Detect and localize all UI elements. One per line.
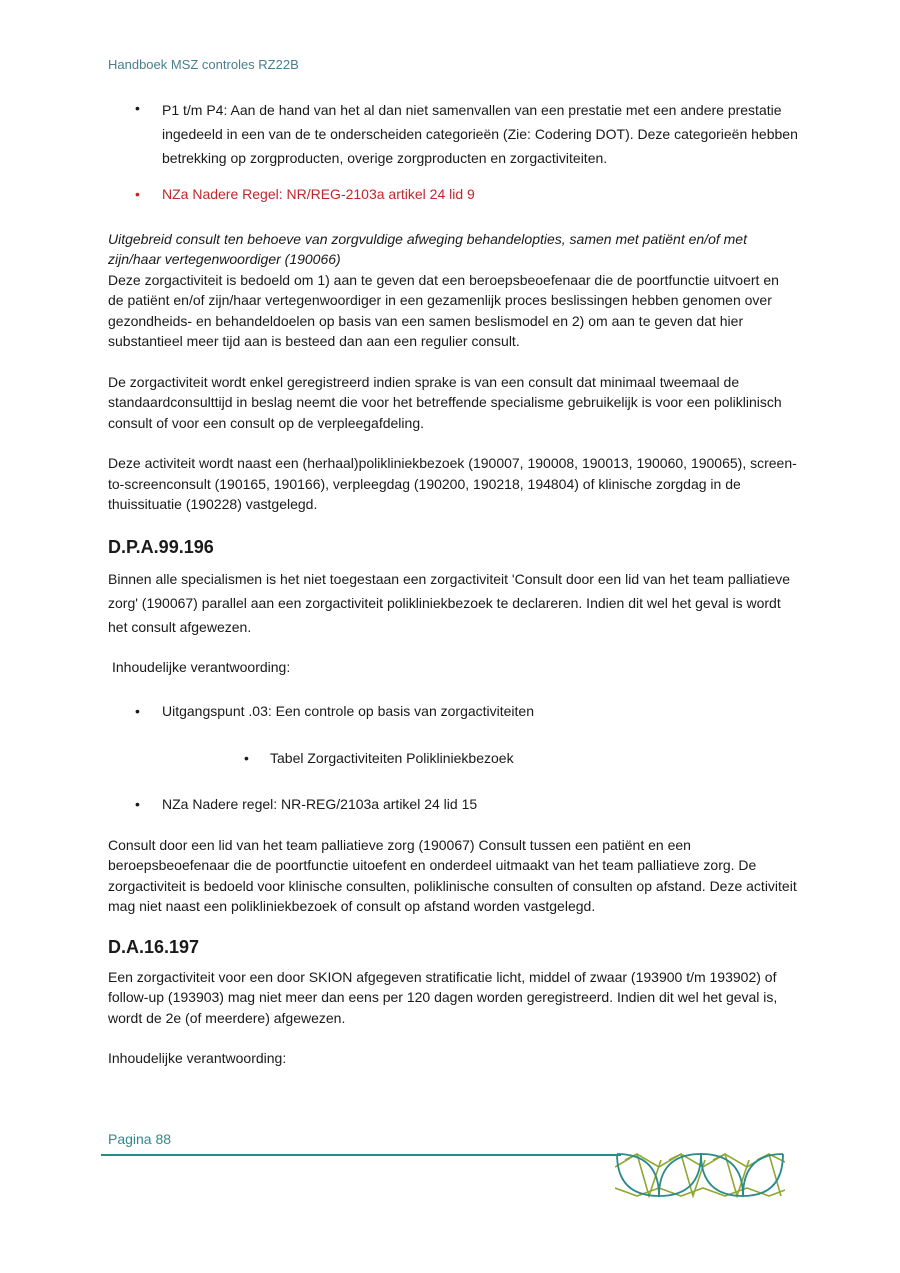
running-header: Handboek MSZ controles RZ22B — [108, 57, 299, 72]
bullet-icon: • — [135, 100, 140, 116]
paragraph: De zorgactiviteit wordt enkel geregistreerd indien sprake is van een consult dat minimaal tweemaal de standaardconsulttijd in beslag neemt die voor het betreffende specialisme gebruikelijk is voor een poliklinisch consult of voor een consult op de verpleegafdeling. — [108, 373, 782, 431]
paragraph: Binnen alle specialismen is het niet toegestaan een zorgactiviteit 'Consult door een lid van het team palliatieve zorg' (190067) parallel aan een zorgactiviteit polikliniekbezoek te declareren. Indien dit wel het geval is wordt het consult afgewezen. — [108, 570, 791, 635]
paragraph: Deze activiteit wordt naast een (herhaal)polikliniekbezoek (190007, 190008, 190013, 190060, 190065), screen-to-screenconsult (190165, 190166), verpleegdag (190200, 190218, 194804) of klinische zorgdag in de thuissituatie (190228) vastgelegd. — [108, 455, 797, 512]
subsection-title: Uitgebreid consult ten behoeve van zorgvuldige afweging behandelopties, samen met patiënt en/of met zijn/haar vertegenwoordiger (190066) — [108, 230, 747, 267]
footer-rule — [101, 1154, 621, 1156]
page-content — [108, 96, 798, 1069]
bullet-item — [108, 794, 798, 815]
bullet-item-regulation — [108, 184, 798, 205]
bullet-text: Tabel Zorgactiviteiten Polikliniekbezoek — [270, 749, 514, 766]
paragraph: Deze zorgactiviteit is bedoeld om 1) aan te geven dat een beroepsbeoefenaar die de poortfunctie uitvoert en de patiënt en/of zijn/haar vertegenwoordiger in een gezamenlijk proces beslissingen hebben genomen over gezondheids- en behandeldoelen op basis van een samen beslismodel en 2) om aan te geven dat hier substantieel meer tijd aan is besteed dan aan een regulier consult. — [108, 271, 779, 349]
bullet-text: Uitgangspunt .03: Een controle op basis van zorgactiviteiten — [162, 703, 535, 719]
bullet-icon: • — [135, 796, 140, 812]
decorative-pattern-icon — [615, 1152, 785, 1198]
bullet-item — [108, 701, 798, 722]
bullet-text: NZa Nadere Regel: NR/REG-2103a artikel 24 lid 9 — [162, 186, 475, 202]
bullet-icon: • — [135, 186, 140, 202]
justification-label: Inhoudelijke verantwoording: — [108, 1050, 287, 1066]
section-heading: D.P.A.99.196 — [108, 536, 214, 557]
paragraph: Consult door een lid van het team palliatieve zorg (190067) Consult tussen een patiënt en een beroepsbeoefenaar die de poortfunctie uitoefent en onderdeel uitmaakt van het team palliatieve zorg. De zorgactiviteit is bedoeld voor klinische consulten, poliklinische consulten of consulten op afstand. Deze activiteit mag niet naast een polikliniekbezoek of consult op afstand worden vastgelegd. — [108, 836, 797, 914]
bullet-icon: • — [244, 749, 249, 766]
bullet-icon: • — [135, 703, 140, 719]
paragraph: Een zorgactiviteit voor een door SKION afgegeven stratificatie licht, middel of zwaar (193900 t/m 193902) of follow-up (193903) mag niet meer dan eens per 120 dagen worden geregistreerd. Indien dit wel het geval is, wordt de 2e (of meerdere) afgewezen. — [108, 968, 778, 1026]
justification-label: Inhoudelijke verantwoording: — [112, 658, 291, 675]
bullet-text: P1 t/m P4: Aan de hand van het al dan niet samenvallen van een prestatie met een andere prestatie ingedeeld in een van de te onderscheiden categorieën (Zie: Codering DOT). Deze categorieën hebben betrekking op zorgproducten, overige zorgproducten en zorgactiviteiten. — [162, 102, 798, 166]
sub-bullet-item — [108, 748, 798, 769]
bullet-item — [108, 98, 798, 170]
section-heading: D.A.16.197 — [108, 936, 200, 957]
page-number: Pagina 88 — [108, 1131, 172, 1147]
bullet-text: NZa Nadere regel: NR-REG/2103a artikel 24 lid 15 — [162, 796, 478, 812]
